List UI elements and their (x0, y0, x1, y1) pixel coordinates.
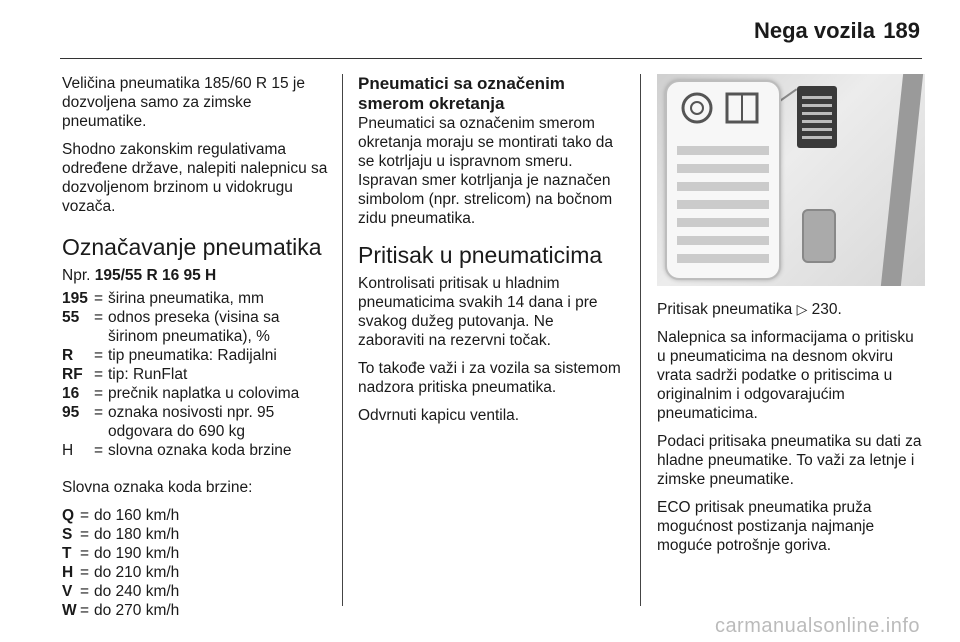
paragraph: Veličina pneumatika 185/60 R 15 je dozvoljena samo za zimske pneumatike. (62, 75, 305, 130)
pressure-sticker (797, 86, 837, 148)
paragraph: Pneumatici sa označenim smerom okretanja moraju se montirati tako da se kotrljaju u ispravnom smeru. Ispravan smer kotrljanja je naznačen simbolom (npr. strelicom) na bočnom zidu pneumatika. (358, 115, 614, 227)
page-reference (657, 300, 925, 319)
speed-code: Q (62, 507, 75, 524)
definition-list (62, 289, 330, 460)
equals: = (80, 564, 90, 581)
definition-value: tip pneumatika: Radijalni (108, 347, 277, 364)
door-latch (802, 209, 836, 263)
speed-limit: do 240 km/h (94, 583, 180, 600)
speed-intro: Slovna oznaka koda brzine: (62, 479, 253, 496)
speed-code-row (62, 525, 330, 544)
sticker-enlargement (665, 80, 781, 280)
speed-limit: do 270 km/h (94, 602, 180, 619)
tire-info-icons (667, 82, 779, 138)
speed-code: T (62, 545, 72, 562)
speed-code-row (62, 544, 330, 563)
speed-code-row (62, 582, 330, 601)
definition-value: odnos preseka (visina sa širinom pneumatika), % (108, 309, 280, 345)
header-title: Nega vozila (753, 18, 875, 43)
definition-row (62, 384, 330, 403)
paragraph: Nalepnica sa informacijama o pritisku u pneumaticima na desnom okviru vrata sadrži podatke o pritiscima u originalnim i odgovarajućim pneumaticima. (657, 329, 914, 422)
paragraph: Shodno zakonskim regulativama određene države, nalepiti nalepnicu sa dozvoljenom brzinom u vidokrugu vozača. (62, 141, 328, 215)
paragraph: Kontrolisati pritisak u hladnim pneumaticima svakih 14 dana i pre svakog dužeg putovanja. Ne zaboraviti na rezervni točak. (358, 275, 598, 349)
definition-row (62, 308, 330, 346)
subsection-heading: Pneumatici sa označenim smerom okretanja (358, 74, 565, 113)
equals: = (80, 545, 90, 562)
speed-code: S (62, 526, 73, 543)
equals: = (80, 507, 90, 524)
speed-code-row (62, 601, 330, 620)
paragraph: To takođe važi i za vozila sa sistemom nadzora pritiska pneumatika. (358, 360, 621, 396)
definition-key: 55 (62, 309, 80, 326)
speed-limit: do 160 km/h (94, 507, 180, 524)
reference-arrow-icon: ▷ (796, 301, 808, 317)
speed-code-row (62, 563, 330, 582)
reference-text: Pritisak pneumatika (657, 301, 797, 318)
page-number: 189 (883, 18, 920, 43)
equals: = (94, 404, 104, 421)
equals: = (94, 290, 104, 307)
reference-page: 230. (807, 301, 842, 318)
paragraph: Odvrnuti kapicu ventila. (358, 407, 520, 424)
definition-value: širina pneumatika, mm (108, 290, 264, 307)
paragraph: Podaci pritisaka pneumatika su dati za hladne pneumatike. To važi za letnje i zimske pneumatike. (657, 433, 922, 488)
column-divider (342, 74, 343, 606)
equals: = (94, 309, 104, 326)
definition-row (62, 289, 330, 308)
equals: = (94, 442, 104, 459)
definition-key: 195 (62, 290, 88, 307)
equals: = (80, 602, 90, 619)
definition-value: slovna oznaka koda brzine (108, 442, 292, 459)
definition-key: R (62, 347, 74, 364)
speed-code-list (62, 506, 330, 620)
definition-value: oznaka nosivosti npr. 95 odgovara do 690 kg (108, 404, 275, 440)
equals: = (80, 526, 90, 543)
column-3 (657, 74, 925, 564)
tire-pressure-label-photo (657, 74, 925, 286)
equals: = (94, 366, 104, 383)
column-1 (62, 74, 330, 620)
equals: = (94, 347, 104, 364)
definition-value: prečnik naplatka u colovima (108, 385, 300, 402)
speed-limit: do 180 km/h (94, 526, 180, 543)
definition-key: H (62, 442, 74, 459)
definition-row (62, 365, 330, 384)
speed-code-row (62, 506, 330, 525)
section-heading: Pritisak u pneumaticima (358, 242, 603, 268)
definition-value: tip: RunFlat (108, 366, 188, 383)
definition-row (62, 441, 330, 460)
header-rule (60, 58, 922, 59)
column-2 (358, 74, 624, 434)
definition-row (62, 346, 330, 365)
example-code: 195/55 R 16 95 H (94, 267, 217, 284)
definition-key: 16 (62, 385, 80, 402)
watermark: carmanualsonline.info (714, 615, 920, 637)
column-divider (640, 74, 641, 606)
paragraph: ECO pritisak pneumatika pruža mogućnost postizanja najmanje moguće potrošnje goriva. (657, 499, 875, 554)
definition-key: RF (62, 366, 83, 383)
definition-key: 95 (62, 404, 80, 421)
equals: = (80, 583, 90, 600)
speed-code: V (62, 583, 73, 600)
definition-row (62, 403, 330, 441)
example-prefix: Npr. (62, 267, 95, 284)
example (62, 266, 330, 285)
equals: = (94, 385, 104, 402)
speed-code: W (62, 602, 77, 619)
speed-code: H (62, 564, 74, 581)
speed-limit: do 210 km/h (94, 564, 180, 581)
section-heading: Označavanje pneumatika (62, 234, 322, 260)
speed-limit: do 190 km/h (94, 545, 180, 562)
